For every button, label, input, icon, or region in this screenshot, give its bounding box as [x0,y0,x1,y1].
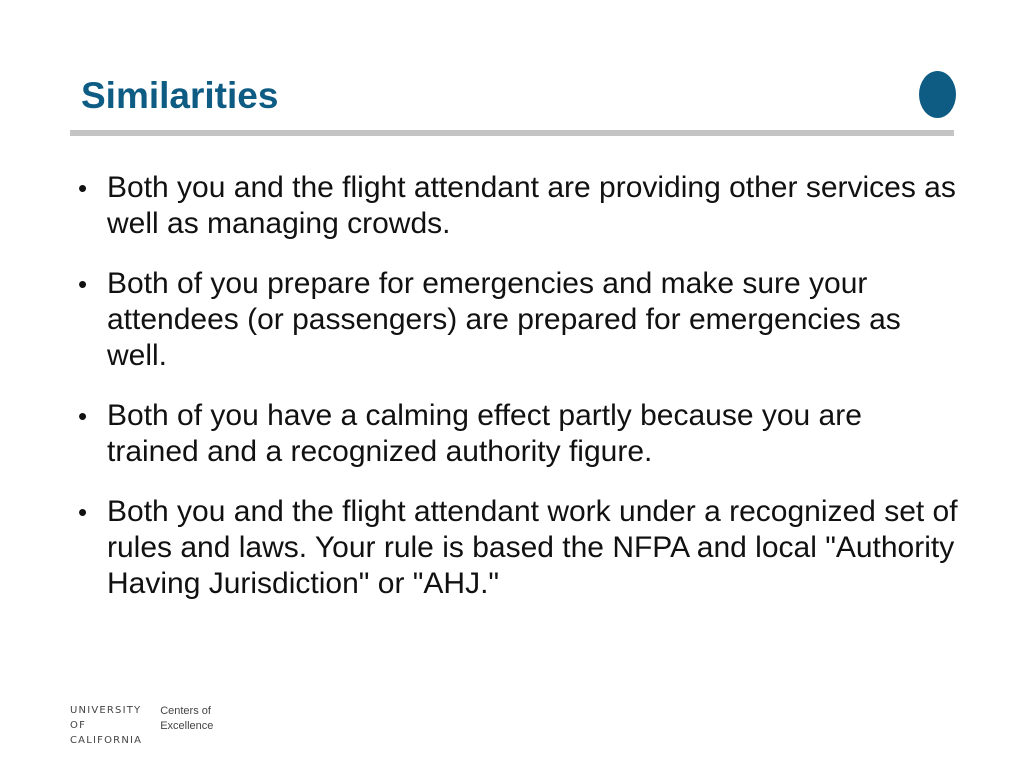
bullet-item [78,266,958,374]
logo-line: Centers of [160,705,211,717]
slide-title: Similarities [81,75,279,116]
bullet-text: Both you and the flight attendant are providing other services as well as managing crowds. [107,171,956,240]
bullet-icon: • [78,173,88,203]
bullet-icon: • [78,401,88,431]
bullet-item [78,494,958,602]
bullet-list [78,170,958,626]
logo-university-text [70,703,142,748]
bullet-text: Both of you prepare for emergencies and make sure your attendees (or passengers) are prepared for emergencies as well. [107,267,901,372]
bullet-item [78,398,958,470]
title-divider [70,130,954,136]
bullet-text: Both you and the flight attendant work under a recognized set of rules and laws. Your rule is based the NFPA and local "Authority Having Jurisdiction" or "AHJ." [107,495,958,600]
logo-line: OF [70,720,87,731]
bullet-item [78,170,958,242]
brand-oval-icon [919,71,956,118]
bullet-icon: • [78,269,88,299]
logo-line: CALIFORNIA [70,735,143,746]
university-logo [70,703,213,748]
bullet-icon: • [78,497,88,527]
logo-centers-text [160,703,213,748]
bullet-text: Both of you have a calming effect partly because you are trained and a recognized authority figure. [107,399,862,468]
logo-line: Excellence [160,720,214,732]
logo-line: UNIVERSITY [70,705,142,716]
